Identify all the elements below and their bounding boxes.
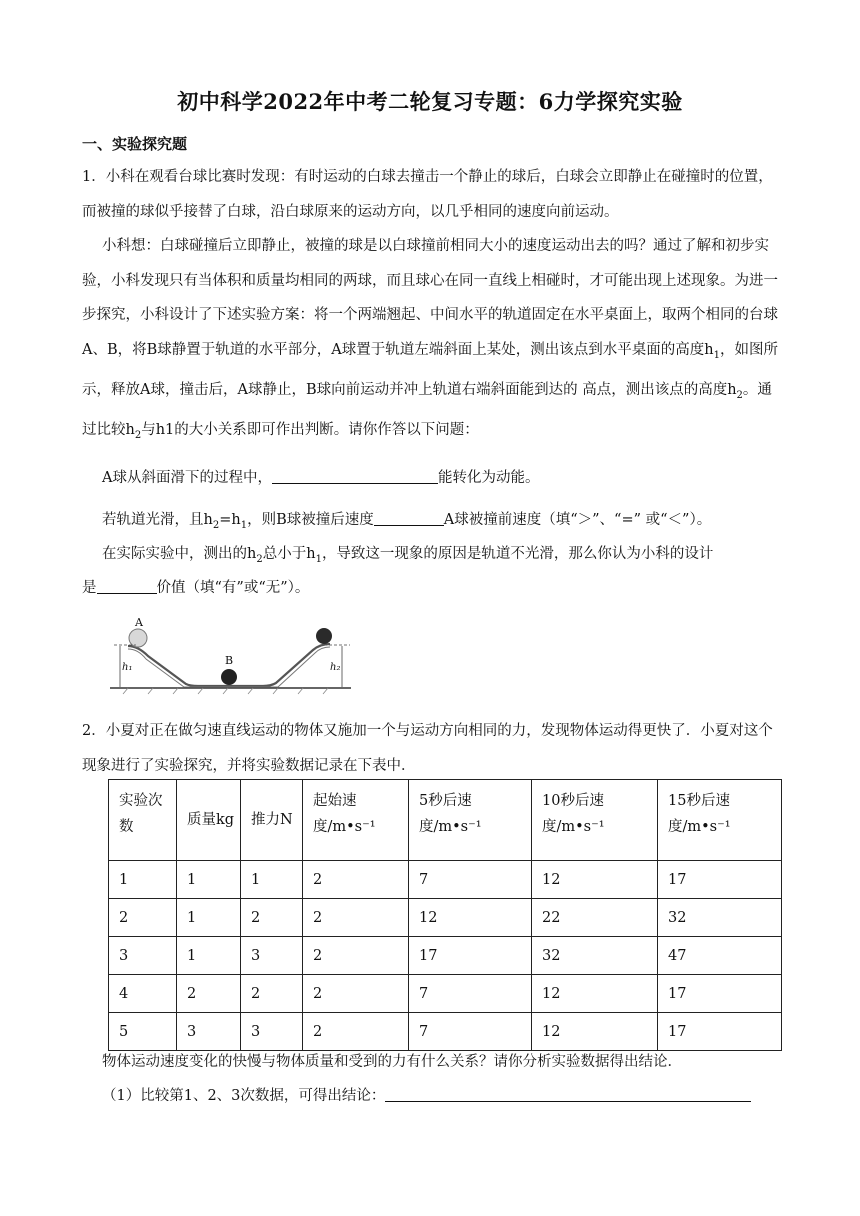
header-cell: 10秒后速度/m•s⁻¹ bbox=[532, 780, 658, 861]
page-title: 初中科学2022年中考二轮复习专题：6力学探究实验 bbox=[177, 89, 683, 114]
answer-blank-3[interactable] bbox=[97, 579, 157, 594]
table-cell: 47 bbox=[658, 937, 782, 975]
subscript: 1 bbox=[713, 349, 720, 361]
section-heading: 一、实验探究题 bbox=[82, 135, 188, 153]
header-cell: 实验次数 bbox=[109, 780, 177, 861]
fill3-line2-prefix: 是 bbox=[82, 580, 97, 596]
subscript: 1 bbox=[315, 553, 322, 565]
table-cell: 2 bbox=[303, 861, 409, 899]
q1-para2-b: ，如图所示，释放A球，撞击后，A球静止，B球向前运动并冲上轨道右端斜面能到达的 高点，测出该点的高度h bbox=[82, 341, 778, 398]
fill2-text-a: 若轨道光滑，且h bbox=[102, 512, 213, 528]
table-cell: 12 bbox=[532, 861, 658, 899]
table-cell: 32 bbox=[658, 899, 782, 937]
table-cell: 3 bbox=[109, 937, 177, 975]
table-cell: 17 bbox=[658, 1013, 782, 1051]
fill2-suffix: A球被撞前速度（填“＞”、“=” 或“＜”）。 bbox=[443, 512, 712, 528]
table-cell: 2 bbox=[303, 937, 409, 975]
fill2-text-c: ，则B球被撞后速度 bbox=[247, 512, 374, 528]
q2-question: 物体运动速度变化的快慢与物体质量和受到的力有什么关系？请你分析实验数据得出结论． bbox=[102, 1054, 682, 1070]
header-cell: 5秒后速度/m•s⁻¹ bbox=[409, 780, 532, 861]
experiment-data-table bbox=[108, 779, 782, 1051]
table-cell: 1 bbox=[241, 861, 303, 899]
header-cell: 质量kg bbox=[177, 780, 241, 861]
table-cell: 17 bbox=[658, 861, 782, 899]
table-cell: 3 bbox=[241, 937, 303, 975]
q1-text: 1．小科在观看台球比赛时发现：有时运动的白球去撞击一个静止的球后，白球会立即静止在碰撞时的位置，而被撞的球似乎接替了白球，沿白球原来的运动方向，以几乎相同的速度向前运动。 bbox=[82, 169, 773, 220]
q2-sub1-text: （1）比较第1、2、3次数据，可得出结论： bbox=[102, 1088, 386, 1104]
subscript: 2 bbox=[736, 389, 743, 401]
table-row bbox=[109, 975, 782, 1013]
fill3-line2-suffix: 价值（填“有”或“无”）。 bbox=[156, 580, 310, 596]
ball-b bbox=[221, 669, 237, 685]
table-cell: 2 bbox=[303, 975, 409, 1013]
table-cell: 2 bbox=[303, 1013, 409, 1051]
answer-blank-1[interactable] bbox=[272, 469, 438, 484]
table-header-row bbox=[109, 780, 782, 861]
table-cell: 17 bbox=[409, 937, 532, 975]
fill-in-1 bbox=[102, 466, 539, 487]
subscript: 2 bbox=[256, 553, 263, 565]
table-cell: 1 bbox=[177, 899, 241, 937]
subscript: 1 bbox=[240, 519, 248, 531]
h2-label: h₂ bbox=[330, 662, 341, 673]
subscript: 2 bbox=[212, 519, 220, 531]
header-cell: 起始速度/m•s⁻¹ bbox=[303, 780, 409, 861]
fill1-suffix: 能转化为动能。 bbox=[437, 470, 540, 486]
ball-b-final bbox=[316, 628, 332, 644]
table-cell: 2 bbox=[177, 975, 241, 1013]
table-row bbox=[109, 861, 782, 899]
question-2-intro bbox=[82, 714, 782, 783]
question-1-paragraph-1 bbox=[82, 160, 782, 229]
answer-blank-2[interactable] bbox=[374, 511, 444, 526]
q2-intro-text: 2．小夏对正在做匀速直线运动的物体又施加一个与运动方向相同的力，发现物体运动得更快了．小夏对这个现象进行了实验探究，并将实验数据记录在下表中． bbox=[82, 723, 773, 774]
fill-in-3 bbox=[102, 542, 713, 565]
table-cell: 12 bbox=[532, 1013, 658, 1051]
fill-in-3-continued bbox=[82, 576, 309, 597]
header-cell: 推力N bbox=[241, 780, 303, 861]
table-cell: 3 bbox=[177, 1013, 241, 1051]
table-cell: 7 bbox=[409, 861, 532, 899]
table-cell: 7 bbox=[409, 975, 532, 1013]
table-cell: 22 bbox=[532, 899, 658, 937]
table-cell: 2 bbox=[241, 899, 303, 937]
fill3-text-b: 总小于h bbox=[262, 546, 316, 562]
question-1-paragraph-2 bbox=[82, 229, 782, 454]
ball-b-label: B bbox=[225, 654, 234, 667]
table-row bbox=[109, 899, 782, 937]
table-cell: 1 bbox=[177, 937, 241, 975]
subscript: 2 bbox=[134, 430, 142, 442]
track-diagram bbox=[108, 608, 353, 696]
table-cell: 5 bbox=[109, 1013, 177, 1051]
fill-in-2 bbox=[102, 508, 711, 531]
header-cell: 15秒后速度/m•s⁻¹ bbox=[658, 780, 782, 861]
table-cell: 4 bbox=[109, 975, 177, 1013]
q2-subquestion-1 bbox=[102, 1084, 751, 1105]
table-cell: 2 bbox=[241, 975, 303, 1013]
table-cell: 12 bbox=[409, 899, 532, 937]
table-cell: 7 bbox=[409, 1013, 532, 1051]
table-cell: 2 bbox=[303, 899, 409, 937]
table-cell: 2 bbox=[109, 899, 177, 937]
tabletop-hatching bbox=[123, 688, 328, 694]
fill3-text-a: 在实际实验中，测出的h bbox=[102, 546, 257, 562]
table-cell: 32 bbox=[532, 937, 658, 975]
table-cell: 12 bbox=[532, 975, 658, 1013]
h1-label: h₁ bbox=[122, 662, 133, 673]
table-row bbox=[109, 1013, 782, 1051]
q1-para2-a: 小科想：白球碰撞后立即静止，被撞的球是以白球撞前相同大小的速度运动出去的吗？通过了解和初步实验，小科发现只有当体积和质量均相同的两球，而且球心在同一直线上相碰时，才可能出现上述现象。为进一步探究，小科设计了下述实验方案：将一个两端翘起、中间水平的轨道固定在水平桌面上，取两个相同的台球A、B，将B球静置于轨道的水平部分，A球置于轨道左端斜面上某处，测出该点到水平桌面的高度h bbox=[82, 238, 778, 358]
table-cell: 1 bbox=[109, 861, 177, 899]
table-cell: 17 bbox=[658, 975, 782, 1013]
fill1-prefix: A球从斜面滑下的过程中， bbox=[102, 470, 272, 486]
q1-para2-c: 。通过比较h bbox=[82, 381, 772, 439]
q1-para2-d: 与h1的大小关系即可作出判断。请你作答以下问题： bbox=[141, 422, 479, 439]
answer-blank-4[interactable] bbox=[385, 1087, 751, 1102]
table-cell: 1 bbox=[177, 861, 241, 899]
table-row bbox=[109, 937, 782, 975]
table-cell: 3 bbox=[241, 1013, 303, 1051]
fill3-text-c: ，导致这一现象的原因是轨道不光滑，那么你认为小科的设计 bbox=[321, 546, 714, 562]
ball-a bbox=[129, 629, 147, 647]
fill2-text-b: =h bbox=[219, 512, 241, 528]
ball-a-label: A bbox=[135, 616, 143, 629]
